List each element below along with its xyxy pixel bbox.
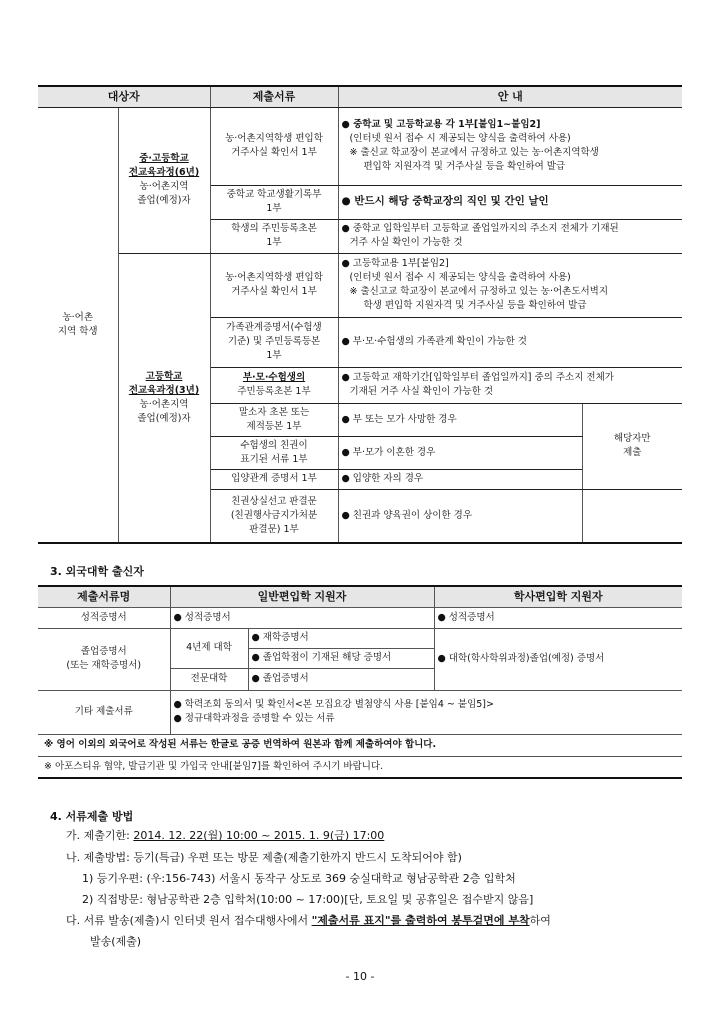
- guide-cell: ● 친권과 양육권이 상이한 경우: [338, 489, 582, 543]
- doc-cell: [210, 219, 338, 253]
- applicable-only-cell: [582, 403, 682, 489]
- high-school-title: 고등학교: [145, 371, 183, 383]
- header-documents: 제출서류: [210, 86, 338, 107]
- doc-line: 부·모·수험생의: [242, 372, 306, 384]
- deadline-label: 가. 제출기한:: [66, 829, 134, 842]
- doc-line: 주민등록초본 1부: [237, 386, 311, 397]
- deadline-line: [66, 830, 384, 841]
- cover-sheet-line: [66, 915, 551, 926]
- applicable-note-line: 제출: [623, 447, 642, 458]
- page-number: - 10 -: [345, 970, 375, 983]
- doc-line: 가족관계증명서(수험생: [226, 322, 322, 334]
- empty-cell: [582, 489, 682, 543]
- header-doc-name: 제출서류명: [38, 586, 170, 607]
- doc-cell: [210, 107, 338, 185]
- doc-cell: [210, 367, 338, 403]
- deadline-period: 2014. 12. 22(월) 10:00 ~ 2015. 1. 9(금) 17:00: [133, 829, 385, 842]
- guide-line: ※ 출신고교 학교장이 본교에서 규정하고 있는 농·어촌도서벽지: [349, 286, 609, 297]
- doc-line: 농·어촌지역학생 편입학: [225, 133, 323, 145]
- doc-line: 거주사실 확인서 1부: [231, 286, 317, 297]
- doc-cell: [210, 403, 338, 436]
- guide-cell: [338, 107, 682, 185]
- doc-cell: 입양관계 증명서 1부: [210, 469, 338, 489]
- guide-cell: ● 부·모가 이혼한 경우: [338, 436, 582, 469]
- doc-cell: [210, 317, 338, 367]
- guide-cell: ● 부 또는 모가 사망한 경우: [338, 403, 582, 436]
- guide-cell: ● 입양한 자의 경우: [338, 469, 582, 489]
- table-header-row: [38, 86, 682, 107]
- doc-line: (친권행사금지가처분: [230, 509, 318, 521]
- doc-line: 판결문) 1부: [249, 523, 299, 535]
- guide-line: ● 고등학교 재학기간[입학일부터 졸업일까지] 중의 주소지 전체가: [341, 372, 614, 384]
- doc-line: 수험생의 친권이: [240, 439, 308, 451]
- graduation-label: [38, 628, 170, 690]
- middle-school-title: 중·고등학교: [139, 153, 189, 165]
- grade-bachelor: ● 성적증명서: [434, 607, 682, 628]
- doc-line: 제적등본 1부: [246, 420, 302, 432]
- high-school-title: 전교육과정(3년): [128, 384, 200, 396]
- doc-line: 1부: [266, 203, 282, 214]
- group-label-line: 농·어촌: [62, 311, 94, 323]
- section4-title: 4. 서류제출 방법: [50, 810, 134, 823]
- guide-line: ● 고등학교용 1부[붙임2]: [341, 258, 449, 270]
- junior-college-item: ● 졸업증명서: [248, 668, 434, 690]
- guide-cell: ● 반드시 해당 중학교장의 직인 및 간인 날인: [338, 185, 682, 219]
- high-school-sub: 농·어촌지역: [139, 398, 189, 410]
- doc-line: 중학교 학교생활기록부: [226, 189, 322, 201]
- method-line: 나. 제출방법: 등기(특급) 우편 또는 방문 제출(제출기한까지 반드시 도착되어야 함): [66, 851, 462, 864]
- foreign-university-table: [38, 585, 682, 779]
- middle-school-title: 전교육과정(6년): [128, 167, 200, 179]
- cover-sheet-text: 하여: [529, 914, 551, 927]
- graduation-bachelor: ● 대학(학사학위과정)졸업(예정) 증명서: [434, 628, 682, 690]
- rural-documents-table: [38, 85, 682, 544]
- cover-sheet-line-2: 발송(제출): [90, 935, 142, 948]
- graduation-label-line: 졸업증명서: [80, 646, 127, 658]
- guide-line: ※ 출신교 학교장이 본교에서 규정하고 있는 농·어촌지역학생: [349, 147, 599, 158]
- doc-line: 학생의 주민등록초본: [231, 223, 317, 235]
- guide-line: ● 중학교 및 고등학교용 각 1부[붙임1~붙임2]: [341, 119, 541, 131]
- translation-note: ※ 영어 이외의 외국어로 작성된 서류는 한글로 공증 번역하여 원본과 함께 제출하여야 합니다.: [38, 734, 682, 756]
- doc-line: 1부: [266, 237, 282, 248]
- guide-line: 거주 사실 확인이 가능한 것: [349, 237, 463, 248]
- middle-school-sub: 졸업(예정)자: [137, 194, 191, 206]
- table-header-row: [38, 586, 682, 607]
- other-docs-label: 기타 제출서류: [38, 690, 170, 734]
- doc-cell: [210, 253, 338, 317]
- junior-college-label: 전문대학: [170, 668, 248, 690]
- doc-cell: [210, 489, 338, 543]
- other-docs-cell: [170, 690, 682, 734]
- other-docs-item: ● 학력조회 동의서 및 확인서<본 모집요강 별첨양식 사용 [붙임4 ~ 붙임5]>: [173, 699, 494, 711]
- doc-line: 친권상실선고 판결문: [231, 496, 317, 508]
- grade-label: 성적증명서: [38, 607, 170, 628]
- doc-line: 표기된 서류 1부: [240, 453, 308, 465]
- guide-cell: ● 부·모·수험생의 가족관계 확인이 가능한 것: [338, 317, 682, 367]
- doc-line: 1부: [266, 349, 282, 361]
- middle-school-sub: 농·어촌지역: [139, 181, 189, 192]
- apostille-note: ※ 아포스티유 협약, 발급기관 및 가입국 안내[붙임7]를 확인하여 주시기 바랍니다.: [38, 756, 682, 778]
- header-general: 일반편입학 지원자: [170, 586, 434, 607]
- visit-line: 2) 직접방문: 형남공학관 2층 입학처(10:00 ~ 17:00)[단, 토요일 및 공휴일은 접수받지 않음]: [82, 893, 534, 906]
- grade-general: ● 성적증명서: [170, 607, 434, 628]
- guide-cell: [338, 367, 682, 403]
- middle-school-target-cell: [118, 107, 210, 253]
- header-guide: 안 내: [338, 86, 682, 107]
- cover-sheet-text: 다. 서류 발송(제출)시 인터넷 원서 접수대행사에서: [66, 914, 312, 927]
- guide-line: 학생 편입학 지원자격 및 거주사실 등을 확인하여 발급: [363, 299, 587, 311]
- cover-sheet-emphasis: "제출서류 표지"를 출력하여 봉투겉면에 부착: [311, 914, 530, 927]
- doc-line: 농·어촌지역학생 편입학: [225, 272, 323, 284]
- applicable-note-line: 해당자만: [613, 433, 651, 445]
- doc-line: 기준) 및 주민등록등본: [227, 336, 321, 348]
- guide-line: ● 중학교 입학일부터 고등학교 졸업일까지의 주소지 전체가 기재된: [341, 223, 619, 235]
- graduation-label-line: (또는 재학증명서): [66, 660, 142, 671]
- registered-mail-line: 1) 등기우편: (우:156-743) 서울시 동작구 상도로 369 숭실대학교 형남공학관 2층 입학처: [82, 872, 516, 885]
- guide-line: 기재된 거주 사실 확인이 가능한 것: [349, 386, 494, 397]
- group-label-line: 지역 학생: [57, 325, 98, 337]
- guide-line: (인터넷 원서 접수 시 제공되는 양식을 출력하여 사용): [349, 133, 571, 145]
- guide-cell: [338, 253, 682, 317]
- high-school-target-cell: [118, 253, 210, 543]
- guide-line: (인터넷 원서 접수 시 제공되는 양식을 출력하여 사용): [349, 272, 571, 284]
- four-year-label: 4년제 대학: [170, 628, 248, 668]
- doc-line: 거주사실 확인서 1부: [231, 147, 317, 158]
- section3-title: 3. 외국대학 출신자: [50, 565, 144, 578]
- high-school-sub: 졸업(예정)자: [137, 412, 191, 424]
- header-target: 대상자: [38, 86, 210, 107]
- guide-line: 편입학 지원자격 및 거주사실 등을 확인하여 발급: [363, 160, 566, 172]
- doc-cell: [210, 185, 338, 219]
- other-docs-item: ● 정규대학과정을 증명할 수 있는 서류: [173, 713, 335, 724]
- four-year-item: ● 졸업학점이 기재된 해당 증명서: [248, 648, 434, 668]
- doc-cell: [210, 436, 338, 469]
- guide-cell: [338, 219, 682, 253]
- header-bachelor: 학사편입학 지원자: [434, 586, 682, 607]
- group-label-cell: [38, 107, 118, 543]
- four-year-item: ● 재학증명서: [248, 628, 434, 648]
- doc-line: 말소자 초본 또는: [238, 406, 310, 418]
